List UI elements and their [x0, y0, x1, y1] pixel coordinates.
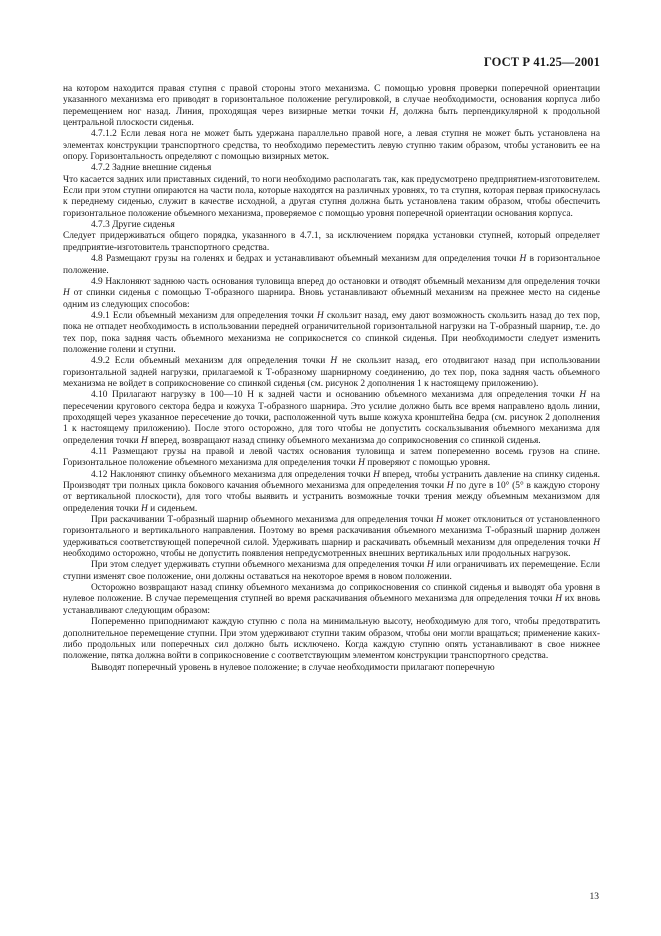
paragraph: 4.8 Размещают грузы на голенях и бедрах и устанавливают объемный механизм для определения точки Н в горизонтальное положение. [63, 254, 600, 276]
paragraph: 4.11 Размещают грузы на правой и левой частях основания туловища и затем попеременно восемь грузов на спине. Горизонтальное положение объемного механизма для определения точки Н проверяют с помощью уровня. [63, 447, 600, 469]
document-code-header: ГОСТ Р 41.25—2001 [483, 55, 600, 69]
paragraph: Выводят поперечный уровень в нулевое положение; в случае необходимости прилагают поперечную [91, 662, 495, 673]
paragraph: При раскачивании Т-образный шарнир объемного механизма для определения точки Н может отклониться от установленного горизонтального и вертикального направления. Поэтому во время раскачивания объемного механизма Т-образный шарнир должен удерживаться соответствующей поперечной силой. Удерживать шарнир и раскачивать объемный механизм для определения точки Н необходимо осторожно, чтобы не допустить появления непредусмотренных внешних вертикальных или продольных нагрузок. [63, 515, 600, 560]
paragraph: 4.10 Прилагают нагрузку в 100—10 Н к задней части и основанию объемного механизма для определения точки Н на пересечении кругового сектора бедра и кожуха Т-образного шарнира. Это усилие должно быть все время направлено вдоль линии, проходящей через указанное пересечение до точки, расположенной чуть выше кожуха кронштейна бедра (см. рисунок 2 дополнения 1 к настоящему приложению). После этого осторожно, для того чтобы не допустить соскальзывания объемного механизма для определения точки Н вперед, возвращают назад спинку объемного механизма до соприкосновения со спинкой сиденья. [63, 390, 600, 446]
page-number: 13 [589, 892, 599, 902]
paragraph: При этом следует удерживать ступни объемного механизма для определения точки Н или ограничивать их перемещение. Если ступни изменят свое положение, они должны оставаться на некоторое время в новом положении. [63, 560, 600, 582]
paragraph: 4.7.1.2 Если левая нога не может быть удержана параллельно правой ноге, а левая ступня не может быть установлена на элементах конструкции транспортного средства, то необходимо переместить левую ступню таким образом, чтобы установить ее на опору. Горизонтальность определяют с помощью визирных меток. [63, 129, 600, 163]
paragraph: Попеременно приподнимают каждую ступню с пола на минимальную высоту, необходимую для того, чтобы предотвратить дополнительное перемещение ступни. При этом удерживают ступни таким образом, чтобы они могли вращаться; применение каких-либо продольных или поперечных сил должно быть исключено. Когда каждую ступню опять устанавливают в свое нижнее положение, пятка должна войти в соприкосновение с соответствующим элементом конструкции транспортного средства. [63, 617, 600, 662]
paragraph: 4.9.2 Если объемный механизм для определения точки Н не скользит назад, его отодвигают назад при использовании горизонтальной задней нагрузки, прилагаемой к Т-образному шарнирному соединению, до тех пор, пока задняя часть объемного механизма не войдет в соприкосновение со спинкой сиденья (см. рисунок 2 дополнения 1 к настоящему приложению). [63, 356, 601, 389]
body-text [63, 84, 600, 674]
paragraph: Следует придерживаться общего порядка, указанного в 4.7.1, за исключением порядка установки ступней, который определяет предприятие-изготовитель транспортного средства. [63, 231, 600, 253]
paragraph: 4.9 Наклоняют заднюю часть основания туловища вперед до остановки и отводят объемный механизм для определения точки Н от спинки сиденья с помощью Т-образного шарнира. Вновь устанавливают объемный механизм на прежнее место на сиденье одним из следующих способов: [63, 276, 600, 310]
paragraph: 4.12 Наклоняют спинку объемного механизма для определения точки Н вперед, чтобы устранить давление на спинку сиденья. Производят три полных цикла бокового качания объемного механизма для определения точки Н по дуге в 10° (5° в каждую сторону от вертикальной плоскости), для того чтобы выявить и устранить возможные точки трения между объемным механизмом для определения точки Н и сиденьем. [63, 469, 600, 514]
paragraph: 4.9.1 Если объемный механизм для определения точки Н скользит назад, ему дают возможность скользить назад до тех пор, пока не отпадет необходимость в использовании передней ограничительной горизонтальной нагрузки на Т-образный шарнир, т.е. до тех пор, пока задняя часть объемного механизма не соприкоснется со спинкой сиденья. При необходимости следует изменить положение голени и ступни. [63, 310, 600, 355]
paragraph: Что касается задних или приставных сидений, то ноги необходимо располагать так, как предусмотрено предприятием-изготовителем. Если при этом ступни опираются на части пола, которые находятся на различных уровнях, то та ступня, которая первая прикоснулась к переднему сиденью, служит в качестве исходной, а другая ступня должна быть установлена таким образом, чтобы обеспечить горизонтальное положение объемного механизма, проверяемое с помощью уровня поперечной ориентации основания корпуса. [63, 174, 600, 219]
section-heading: 4.7.3 Другие сиденья [91, 220, 175, 231]
section-heading: 4.7.2 Задние внешние сиденья [91, 163, 212, 174]
paragraph: Осторожно возвращают назад спинку объемного механизма до соприкосновения со спинкой сиденья и выводят оба уровня в нулевое положение. В случае перемещения ступней во время раскачивания объемного механизма для определения точки Н их вновь устанавливают следующим образом: [63, 583, 600, 616]
paragraph: на котором находится правая ступня с правой стороны этого механизма. С помощью уровня проверки поперечной ориентации указанного механизма его приводят в горизонтальное положение регулировкой, в случае необходимости, основания корпуса либо перемещением ног назад. Линия, проходящая через визирные метки точки Н, должна быть перпендикулярной к продольной центральной плоскости сиденья. [63, 84, 600, 129]
